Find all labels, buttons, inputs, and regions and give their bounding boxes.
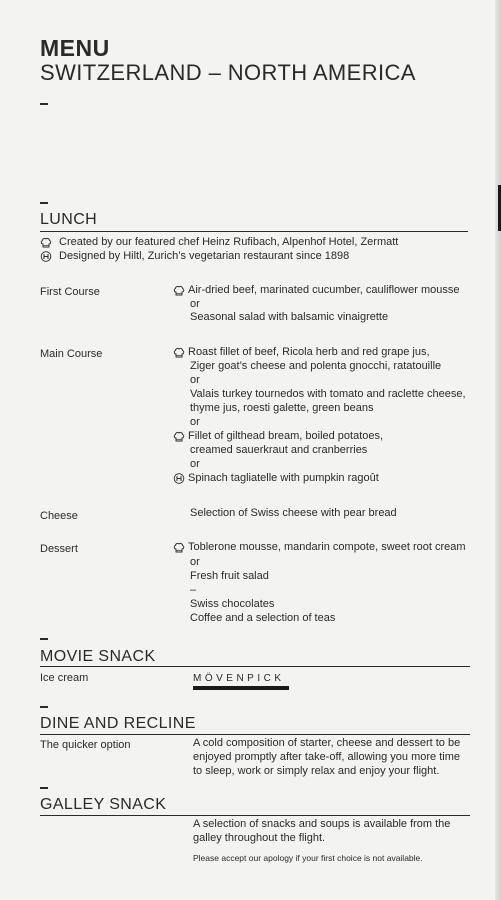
or-text: or <box>190 416 200 428</box>
hiltl-h-icon <box>40 251 52 262</box>
hiltl-h-icon <box>173 473 185 484</box>
dish-text: Air-dried beef, marinated cucumber, cauliflower mousse <box>188 284 460 296</box>
dine-recline-line-2: enjoyed promptly after take-off, allowing you more time <box>193 751 460 763</box>
dessert-label: Dessert <box>40 543 78 555</box>
dish-text: Valais turkey tournedos with tomato and raclette cheese, <box>190 388 466 400</box>
lunch-title: LUNCH <box>40 211 98 228</box>
chef-hat-icon <box>173 347 185 358</box>
dine-recline-line-1: A cold composition of starter, cheese and dessert to be <box>193 737 461 749</box>
movenpick-tagline-bar <box>193 686 289 690</box>
dine-recline-line-3: to sleep, work or simply relax and enjoy your flight. <box>193 765 440 777</box>
chef-hat-icon <box>40 237 52 248</box>
chef-hat-icon <box>173 285 185 296</box>
hiltl-note <box>40 250 349 262</box>
chef-hat-icon <box>173 542 185 553</box>
or-text: or <box>190 298 200 310</box>
dish-text: Coffee and a selection of teas <box>190 612 336 624</box>
dine-recline-rule <box>40 734 470 735</box>
galley-snack-rule <box>40 815 470 816</box>
dish-text: thyme jus, roesti galette, green beans <box>190 402 374 414</box>
chef-note <box>40 236 398 248</box>
lunch-rule <box>40 231 468 232</box>
galley-snack-dash <box>40 787 48 789</box>
or-text: or <box>190 458 200 470</box>
first-course-dish-1 <box>173 284 459 296</box>
main-course-dish-1 <box>173 346 430 358</box>
dine-recline-dash <box>40 706 48 708</box>
dine-recline-title: DINE AND RECLINE <box>40 715 196 732</box>
cheese-dish: Selection of Swiss cheese with pear bread <box>190 507 397 519</box>
page-edge <box>495 0 501 900</box>
or-text: or <box>190 556 200 568</box>
galley-snack-line-2: galley throughout the flight. <box>193 832 326 844</box>
menu-title: MENU <box>40 35 110 61</box>
first-course-dish-2: Seasonal salad with balsamic vinaigrette <box>190 311 389 323</box>
chef-note-text: Created by our featured chef Heinz Rufibach, Alpenhof Hotel, Zermatt <box>59 236 399 248</box>
first-course-label: First Course <box>40 286 100 298</box>
movie-snack-item: Ice cream <box>40 672 89 684</box>
dish-text: Fresh fruit salad <box>190 570 269 582</box>
movie-snack-rule <box>40 666 470 667</box>
route-title: SWITZERLAND – NORTH AMERICA <box>40 60 416 85</box>
movenpick-logo: MÖVENPICK <box>193 673 285 684</box>
cheese-label: Cheese <box>40 510 78 522</box>
dish-text: Roast fillet of beef, Ricola herb and red grape jus, <box>188 346 430 358</box>
header-dash <box>40 103 48 105</box>
dine-recline-label: The quicker option <box>40 739 131 751</box>
main-course-dish-4 <box>173 472 379 484</box>
movie-snack-dash <box>40 638 48 640</box>
dish-text: Ziger goat’s cheese and polenta gnocchi, ratatouille <box>190 360 442 372</box>
dash-text: – <box>190 584 197 596</box>
movie-snack-title: MOVIE SNACK <box>40 648 156 665</box>
dish-text: creamed sauerkraut and cranberries <box>190 444 368 456</box>
chef-hat-icon <box>173 431 185 442</box>
dish-text: Fillet of gilthead bream, boiled potatoes, <box>188 430 384 442</box>
main-course-label: Main Course <box>40 348 103 360</box>
dish-text: Swiss chocolates <box>190 598 275 610</box>
hiltl-note-text: Designed by Hiltl, Zurich’s vegetarian restaurant since 1898 <box>59 250 350 262</box>
main-course-dish-3 <box>173 430 383 442</box>
galley-snack-title: GALLEY SNACK <box>40 796 167 813</box>
dessert-dish-1 <box>173 541 466 553</box>
dish-text: Toblerone mousse, mandarin compote, sweet root cream <box>188 541 466 553</box>
or-text: or <box>190 374 200 386</box>
lunch-dash <box>40 202 48 204</box>
apology-note: Please accept our apology if your first choice is not available. <box>193 853 423 863</box>
galley-snack-line-1: A selection of snacks and soups is available from the <box>193 818 451 830</box>
dish-text: Spinach tagliatelle with pumpkin ragoût <box>188 472 379 484</box>
